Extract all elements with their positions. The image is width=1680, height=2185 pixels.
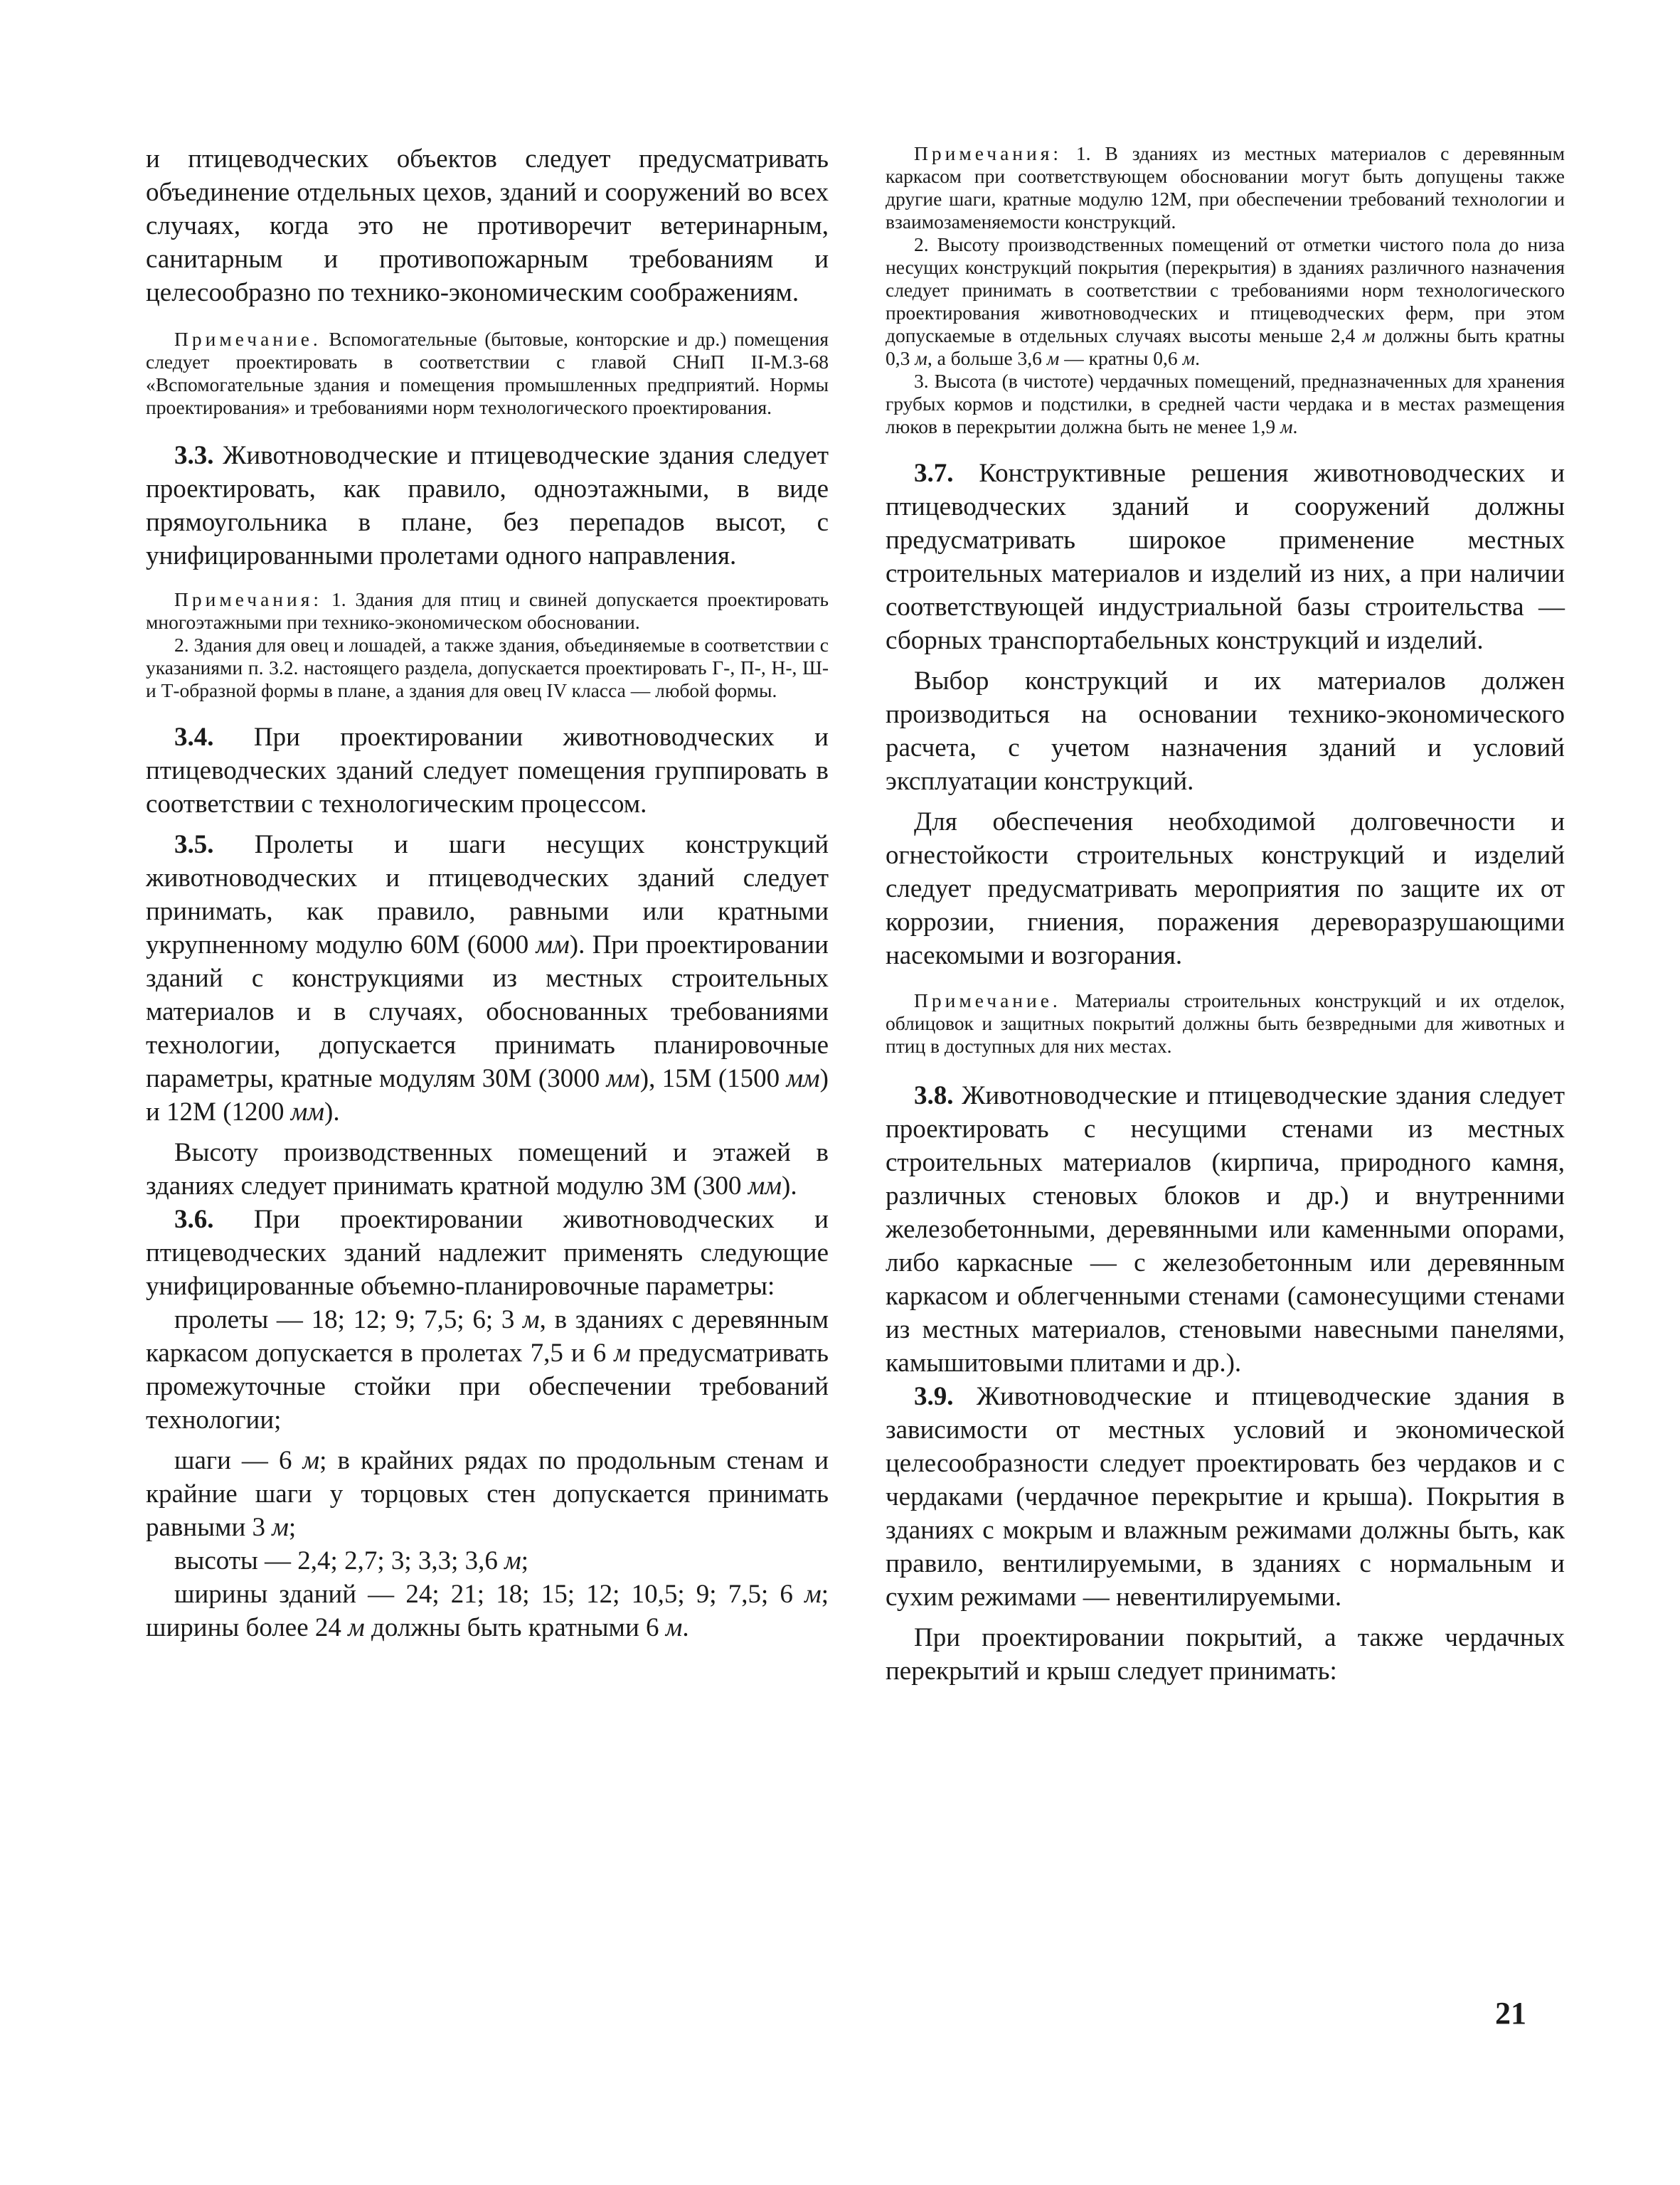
text-segment: ). При проектировании зданий с конструкциями из местных строительных материалов и в случаях, обоснованных требованиями технологии, допускается принимать планировочные параметры, кратные модулям 30М (3000 bbox=[146, 930, 829, 1093]
text-segment: . bbox=[682, 1613, 689, 1642]
section-text: Животноводческие и птицеводческие здания в зависимости от местных условий и экономической целесообразности следует проектировать без чердаков и с чердаками (чердачное перекрытие и крыша). Покрытия в зданиях с мокрым и влажным режимами должны быть, как правило, вентилируемыми, в зданиях с нормальным и сухим режимами — невентилируемыми. bbox=[886, 1382, 1565, 1612]
section-3-6 bbox=[146, 1203, 829, 1303]
page-number: 21 bbox=[1495, 1996, 1526, 2031]
note-text: Вспомогательные (бытовые, конторские и др.) помещения следует проектировать в соответствии с главой СНиП II-М.3-68 «Вспомогательные здания и помещения промышленных предприятий. Нормы проектирования» и требованиями норм технологического проектирования. bbox=[146, 328, 829, 418]
note-auxiliary-premises bbox=[146, 328, 829, 419]
section-number: 3.5. bbox=[174, 830, 214, 859]
note-harmless-materials bbox=[886, 989, 1565, 1058]
text-segment: ; в крайних рядах по продольным стенам и крайние шаги у торцовых стен допускается принимать равными 3 bbox=[146, 1446, 829, 1542]
section-3-4 bbox=[146, 721, 829, 821]
section-3-3 bbox=[146, 439, 829, 573]
text-segment: ), 15М (1500 bbox=[639, 1064, 787, 1093]
note-production-height bbox=[886, 233, 1565, 370]
text-segment: , в зданиях с деревянным каркасом допускается в пролетах 7,5 и 6 bbox=[146, 1305, 829, 1368]
text-segment: ). bbox=[324, 1097, 340, 1127]
list-heights bbox=[146, 1544, 829, 1578]
paragraph-floor-height bbox=[146, 1136, 829, 1203]
left-column bbox=[146, 142, 829, 1644]
unit-mm: мм bbox=[536, 930, 570, 959]
text-segment: Высоту производственных помещений и этажей в зданиях следует принимать кратной модулю 3М (300 bbox=[146, 1138, 829, 1201]
unit-mm: мм bbox=[748, 1171, 782, 1201]
text-segment: . bbox=[1292, 415, 1298, 437]
section-number: 3.4. bbox=[174, 723, 214, 752]
section-number: 3.3. bbox=[174, 441, 214, 470]
text-segment: пролеты — 18; 12; 9; 7,5; 6; 3 bbox=[174, 1305, 523, 1334]
unit-m: м bbox=[915, 347, 927, 369]
text-segment: ; bbox=[521, 1546, 529, 1575]
note-building-shapes: 2. Здания для овец и лошадей, а также здания, объединяемые в соответствии с указаниями п. 3.2. настоящего раздела, допускается проектировать Г-, П-, Н-, Ш- и Т-образной формы в плане, а здания для овец IV класса — любой формы. bbox=[146, 634, 829, 701]
text-segment: 3. Высота (в чистоте) чердачных помещений, предназначенных для хранения грубых кормов и подстилки, в средней части чердака и в местах размещения люков в перекрытии должна быть не менее 1,9 bbox=[886, 370, 1565, 437]
paragraph-choice-of-structures: Выбор конструкций и их материалов должен производиться на основании технико-экономического расчета, с учетом назначения зданий и условий эксплуатации конструкций. bbox=[886, 666, 1565, 796]
section-3-8 bbox=[886, 1079, 1565, 1380]
note-label: Примечание. bbox=[914, 989, 1061, 1011]
note-text: Материалы строительных конструкций и их отделок, облицовок и защитных покрытий должны быть безвредными для животных и птиц в доступных для них местах. bbox=[886, 989, 1565, 1057]
section-text: Животноводческие и птицеводческие здания следует проектировать, как правило, одноэтажными, в виде прямоугольника в плане, без перепадов высот, с унифицированными пролетами одного направления. bbox=[146, 441, 829, 570]
list-widths bbox=[146, 1578, 829, 1644]
text-segment: 2. Высоту производственных помещений от отметки чистого пола до низа несущих конструкций покрытия (перекрытия) в зданиях различного назначения следует принимать в соответствии с требованиями норм технологического проектирования животноводческих и птицеводческих ферм, при этом допускаемые в отдельных случаях высоты меньше 2,4 bbox=[886, 233, 1565, 346]
text-segment: ширины зданий — 24; 21; 18; 15; 12; 10,5; 9; 7,5; 6 bbox=[174, 1580, 805, 1609]
unit-m: м bbox=[1362, 324, 1376, 346]
text-segment: предусматривать промежуточные стойки при обеспечении требований технологии; bbox=[146, 1339, 829, 1435]
note-multistorey bbox=[146, 588, 829, 634]
unit-mm: мм bbox=[290, 1097, 325, 1127]
section-3-5 bbox=[146, 828, 829, 1129]
unit-m: м bbox=[1046, 347, 1060, 369]
paragraph-roof-design: При проектировании покрытий, а также чердачных перекрытий и крыш следует принимать: bbox=[886, 1623, 1565, 1686]
unit-m: м bbox=[348, 1613, 365, 1642]
text-segment: высоты — 2,4; 2,7; 3; 3,3; 3,6 bbox=[174, 1546, 505, 1575]
text-segment: Пролеты и шаги несущих конструкций животноводческих и птицеводческих зданий следует принимать, как правило, равными или кратными укрупненному модулю 60М (6000 bbox=[146, 830, 829, 959]
unit-mm: мм bbox=[786, 1064, 820, 1093]
unit-mm: мм bbox=[606, 1064, 640, 1093]
text-segment: должны быть кратными 6 bbox=[364, 1613, 666, 1642]
list-steps bbox=[146, 1444, 829, 1544]
unit-m: м bbox=[302, 1446, 320, 1475]
text-segment: — кратны 0,6 bbox=[1059, 347, 1183, 369]
unit-m: м bbox=[1182, 347, 1196, 369]
unit-m: м bbox=[614, 1339, 631, 1368]
unit-m: м bbox=[1280, 415, 1293, 437]
section-text: Конструктивные решения животноводческих и птицеводческих зданий и сооружений должны предусматривать широкое применение местных строительных материалов и изделий из них, а при наличии соответствующей индустриальной базы строительства — сборных транспортабельных конструкций и изделий. bbox=[886, 459, 1565, 655]
unit-m: м bbox=[804, 1580, 822, 1609]
note-item-1: 1. В зданиях из местных материалов с деревянным каркасом при соответствующем обосновании могут быть допущены также другие шаги, кратные модулю 12М, при обеспечении требований технологии и взаимозаменяемости конструкций. bbox=[886, 142, 1565, 233]
unit-m: м bbox=[504, 1546, 521, 1575]
note-item-1: 1. Здания для птиц и свиней допускается проектировать многоэтажными при технико-экономическом обосновании. bbox=[146, 588, 829, 633]
section-3-9 bbox=[886, 1380, 1565, 1614]
text-segment: шаги — 6 bbox=[174, 1446, 303, 1475]
text-segment: , а больше 3,6 bbox=[927, 347, 1047, 369]
paragraph-intro: и птицеводческих объектов следует предусматривать объединение отдельных цехов, зданий и сооружений во всех случаях, когда это не противоречит ветеринарным, санитарным и противопожарным требованиям и целесообразно по технико-экономическим соображениям. bbox=[146, 144, 829, 307]
section-text: При проектировании животноводческих и птицеводческих зданий следует помещения группировать в соответствии с технологическим процессом. bbox=[146, 723, 829, 819]
section-number: 3.8. bbox=[914, 1081, 954, 1110]
note-label: Примечания: bbox=[914, 142, 1063, 164]
text-segment: ; bbox=[288, 1513, 297, 1542]
text-segment: ). bbox=[782, 1171, 797, 1201]
unit-m: м bbox=[272, 1513, 289, 1542]
note-local-materials bbox=[886, 142, 1565, 233]
text-segment: . bbox=[1195, 347, 1200, 369]
note-label: Примечания: bbox=[174, 588, 323, 610]
note-attic-height bbox=[886, 370, 1565, 438]
section-3-7 bbox=[886, 457, 1565, 657]
text-segment: ) и 12М (1200 bbox=[146, 1064, 829, 1127]
unit-m: м bbox=[523, 1305, 540, 1334]
right-column bbox=[886, 142, 1565, 1688]
paragraph-durability: Для обеспечения необходимой долговечности и огнестойкости строительных конструкций и изделий следует предусматривать мероприятия по защите их от коррозии, гниения, поражения дереворазрушающими насекомыми и возгорания. bbox=[886, 807, 1565, 970]
section-number: 3.7. bbox=[914, 459, 954, 488]
unit-m: м bbox=[665, 1613, 683, 1642]
text-segment: должны быть кратны 0,3 bbox=[886, 324, 1565, 369]
note-label: Примечание. bbox=[174, 328, 321, 350]
list-spans bbox=[146, 1303, 829, 1437]
section-text: При проектировании животноводческих и птицеводческих зданий надлежит применять следующие унифицированные объемно-планировочные параметры: bbox=[146, 1205, 829, 1301]
section-text: Животноводческие и птицеводческие здания следует проектировать с несущими стенами из местных строительных материалов (кирпича, природного камня, различных стеновых блоков и др.) и внутренними железобетонными, деревянными или каменными опорами, либо каркасные — с железобетонным или деревянным каркасом и облегченными стенами (самонесущими стенами из местных материалов, стеновыми навесными панелями, камышитовыми плитами и др.). bbox=[886, 1081, 1565, 1378]
section-number: 3.9. bbox=[914, 1382, 954, 1411]
section-number: 3.6. bbox=[174, 1205, 214, 1234]
text-segment: ; ширины более 24 bbox=[146, 1580, 829, 1642]
